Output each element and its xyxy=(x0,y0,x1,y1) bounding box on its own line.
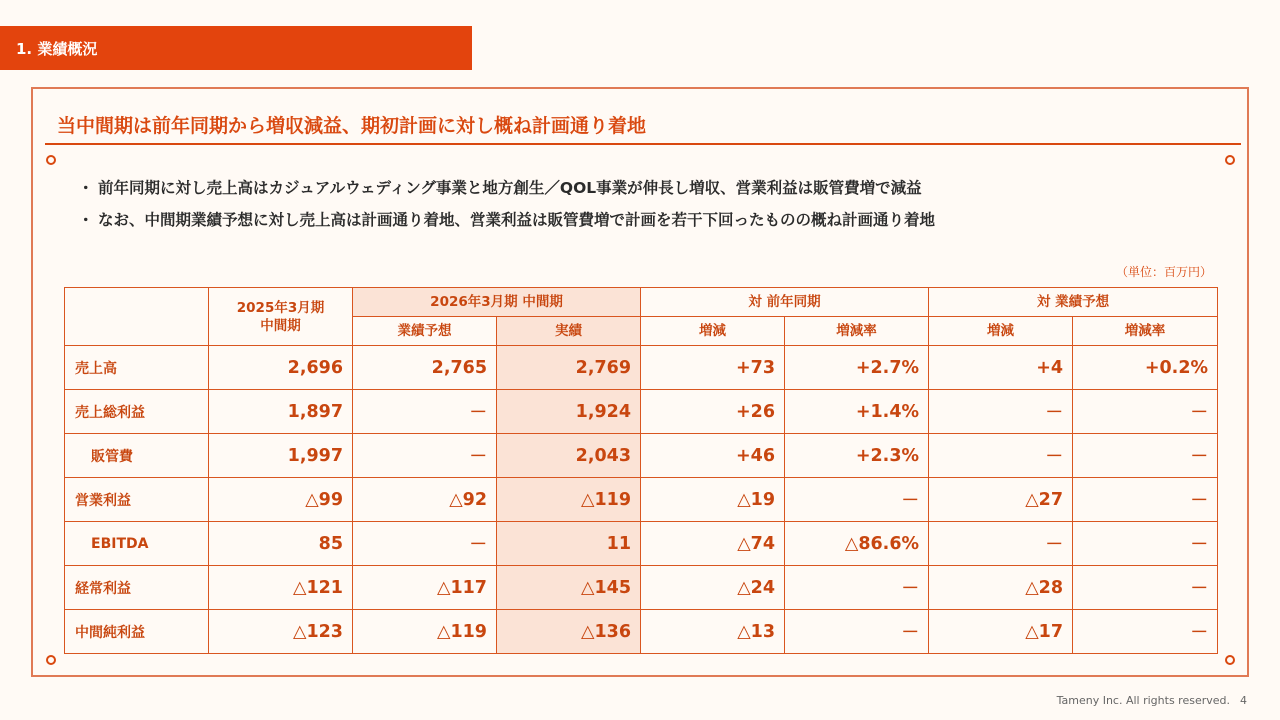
header-change-rate-yoy: 増減率 xyxy=(785,317,929,346)
cell-yoy-rate: +2.3% xyxy=(785,434,929,478)
cell-fc-rate: － xyxy=(1073,478,1218,522)
bullet-item xyxy=(78,176,935,208)
bullet-marker: ・ xyxy=(78,211,94,229)
cell-yoy: △13 xyxy=(641,610,785,654)
cell-actual: △136 xyxy=(497,610,641,654)
cell-actual: 11 xyxy=(497,522,641,566)
cell-fc-rate: － xyxy=(1073,434,1218,478)
table-row-gross-profit xyxy=(65,390,1218,434)
cell-yoy: +73 xyxy=(641,346,785,390)
table-row-sga xyxy=(65,434,1218,478)
cell-prev: 1,897 xyxy=(209,390,353,434)
cell-actual: 2,769 xyxy=(497,346,641,390)
cell-yoy: △24 xyxy=(641,566,785,610)
table-row-operating-income xyxy=(65,478,1218,522)
cell-prev: 85 xyxy=(209,522,353,566)
cell-yoy: △74 xyxy=(641,522,785,566)
cell-fc-rate: － xyxy=(1073,610,1218,654)
frame-corner-ring-bottom-left xyxy=(46,655,56,665)
header-change-rate-fc: 増減率 xyxy=(1073,317,1218,346)
row-label: EBITDA xyxy=(65,522,209,566)
cell-fc: － xyxy=(929,390,1073,434)
bullet-marker: ・ xyxy=(78,179,94,197)
header-forecast: 業績予想 xyxy=(353,317,497,346)
financial-results-table xyxy=(64,287,1218,654)
cell-fc: － xyxy=(929,434,1073,478)
cell-yoy-rate: △86.6% xyxy=(785,522,929,566)
footer-copyright: Tameny Inc. All rights reserved. xyxy=(1056,694,1230,707)
cell-yoy: +26 xyxy=(641,390,785,434)
row-label: 中間純利益 xyxy=(65,610,209,654)
cell-yoy-rate: － xyxy=(785,478,929,522)
header-vs-forecast: 対 業績予想 xyxy=(929,288,1218,317)
page-headline: 当中間期は前年同期から増収減益、期初計画に対し概ね計画通り着地 xyxy=(57,115,647,137)
footer xyxy=(1057,694,1247,707)
frame-corner-ring-top-right xyxy=(1225,155,1235,165)
header-empty-corner xyxy=(65,288,209,346)
cell-fc-rate: +0.2% xyxy=(1073,346,1218,390)
cell-prev: 2,696 xyxy=(209,346,353,390)
cell-yoy-rate: +1.4% xyxy=(785,390,929,434)
row-label: 営業利益 xyxy=(65,478,209,522)
cell-actual: 1,924 xyxy=(497,390,641,434)
cell-forecast: △92 xyxy=(353,478,497,522)
header-prev-period xyxy=(209,288,353,346)
row-label: 売上高 xyxy=(65,346,209,390)
cell-prev: △123 xyxy=(209,610,353,654)
cell-forecast: △119 xyxy=(353,610,497,654)
cell-actual: △119 xyxy=(497,478,641,522)
summary-bullets xyxy=(78,176,935,240)
cell-fc-rate: － xyxy=(1073,522,1218,566)
cell-prev: △99 xyxy=(209,478,353,522)
bullet-item xyxy=(78,208,935,240)
row-label: 販管費 xyxy=(65,434,209,478)
headline-rule xyxy=(45,143,1241,145)
cell-fc: △27 xyxy=(929,478,1073,522)
table-row-net-sales xyxy=(65,346,1218,390)
row-label: 売上総利益 xyxy=(65,390,209,434)
section-tab xyxy=(0,26,472,70)
table-row-ordinary-income xyxy=(65,566,1218,610)
cell-yoy-rate: +2.7% xyxy=(785,346,929,390)
page-number: 4 xyxy=(1240,694,1247,707)
cell-prev: 1,997 xyxy=(209,434,353,478)
header-current-period: 2026年3月期 中間期 xyxy=(353,288,641,317)
cell-fc-rate: － xyxy=(1073,566,1218,610)
cell-forecast: △117 xyxy=(353,566,497,610)
cell-yoy-rate: － xyxy=(785,610,929,654)
frame-corner-ring-top-left xyxy=(46,155,56,165)
table-row-interim-net-income xyxy=(65,610,1218,654)
header-vs-prev-year: 対 前年同期 xyxy=(641,288,929,317)
cell-prev: △121 xyxy=(209,566,353,610)
cell-fc: － xyxy=(929,522,1073,566)
header-actual: 実績 xyxy=(497,317,641,346)
header-prev-period-line1: 2025年3月期 xyxy=(236,299,325,316)
cell-fc-rate: － xyxy=(1073,390,1218,434)
header-change-yoy: 増減 xyxy=(641,317,785,346)
cell-forecast: － xyxy=(353,390,497,434)
section-tab-label: 1. 業績概況 xyxy=(16,39,98,58)
cell-yoy: △19 xyxy=(641,478,785,522)
row-label: 経常利益 xyxy=(65,566,209,610)
cell-forecast: － xyxy=(353,434,497,478)
cell-actual: △145 xyxy=(497,566,641,610)
cell-fc: △17 xyxy=(929,610,1073,654)
cell-fc: △28 xyxy=(929,566,1073,610)
cell-yoy-rate: － xyxy=(785,566,929,610)
unit-note: （単位：百万円） xyxy=(1115,265,1212,279)
header-change-fc: 増減 xyxy=(929,317,1073,346)
table-row-ebitda xyxy=(65,522,1218,566)
cell-yoy: +46 xyxy=(641,434,785,478)
cell-fc: +4 xyxy=(929,346,1073,390)
bullet-text: なお、中間期業績予想に対し売上高は計画通り着地、営業利益は販管費増で計画を若干下回ったものの概ね計画通り着地 xyxy=(98,211,936,229)
frame-corner-ring-bottom-right xyxy=(1225,655,1235,665)
header-prev-period-line2: 中間期 xyxy=(260,317,301,334)
cell-forecast: － xyxy=(353,522,497,566)
cell-actual: 2,043 xyxy=(497,434,641,478)
bullet-text: 前年同期に対し売上高はカジュアルウェディング事業と地方創生／QOL事業が伸長し増収、営業利益は販管費増で減益 xyxy=(98,179,922,197)
cell-forecast: 2,765 xyxy=(353,346,497,390)
